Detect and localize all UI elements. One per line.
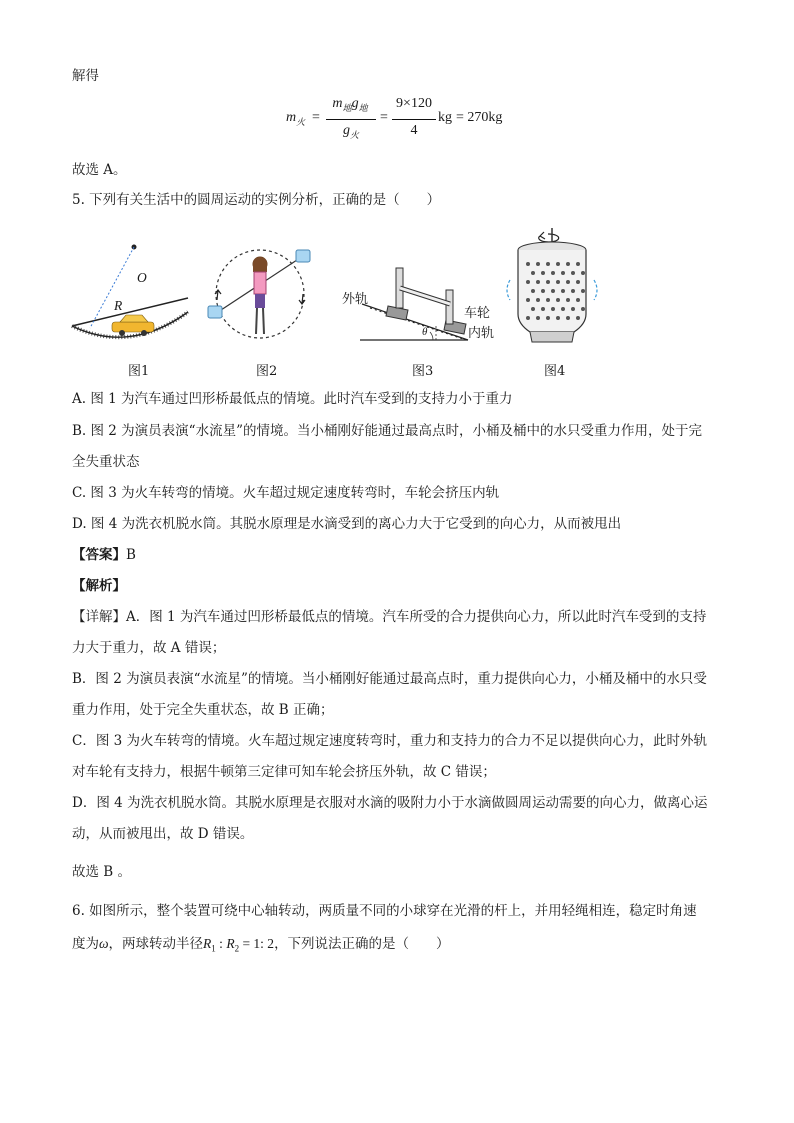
dryer-hole — [556, 280, 560, 284]
q6-line2-pre: 度为 — [72, 936, 99, 952]
dryer-hole — [546, 316, 550, 320]
formula-denominator: $g_火$ — [342, 123, 359, 140]
dryer-hole — [536, 262, 540, 266]
dryer-hole — [541, 271, 545, 275]
dryer-hole — [581, 271, 585, 275]
dryer-hole — [561, 307, 565, 311]
formula-unit: kg — [438, 110, 452, 125]
dryer-hole — [566, 298, 570, 302]
q5-detail-a-line2: 力大于重力，故 A 错误； — [72, 640, 226, 656]
dryer-hole — [541, 289, 545, 293]
fig1-concave-bridge — [72, 245, 188, 338]
detail-a-text: A．图 1 为汽车通过凹形桥最低点的情境。汽车所受的合力提供向心力，所以此时汽车受到的支持 — [126, 609, 707, 625]
q5-option-b-line2: 全失重状态 — [72, 454, 140, 470]
fig4-spin-dryer — [507, 228, 597, 342]
q5-detail-b-line1: B．图 2 为演员表演“水流星”的情境。当小桶刚好能通过最高点时，重力提供向心力，小桶及桶中的水只受 — [72, 671, 707, 687]
formula-numerator: $m_地g_地$ — [332, 96, 368, 113]
q6-line2-post: ，下列说法正确的是（ ） — [274, 936, 450, 952]
dryer-hole — [546, 298, 550, 302]
dryer-hole — [576, 280, 580, 284]
dryer-hole — [571, 271, 575, 275]
dryer-hole — [536, 298, 540, 302]
q5-option-b-line1: B. 图 2 为演员表演“水流星”的情境。当小桶刚好能通过最高点时，小桶及桶中的水只受重力作用，处于完 — [72, 423, 702, 439]
detail-tag: 【详解】 — [72, 609, 126, 625]
q5-option-c: C. 图 3 为火车转弯的情境。火车超过规定速度转弯时，车轮会挤压内轨 — [72, 485, 500, 501]
dryer-hole — [526, 298, 530, 302]
dryer-hole — [576, 298, 580, 302]
fig3-label-outer: 外轨 — [342, 292, 369, 307]
dryer-hole — [551, 307, 555, 311]
fig3-label-inner: 内轨 — [468, 326, 495, 341]
formula-frac-bar-2 — [392, 119, 436, 120]
dryer-hole — [561, 271, 565, 275]
dryer-hole — [531, 271, 535, 275]
dryer-hole — [576, 316, 580, 320]
dryer-hole — [566, 280, 570, 284]
q6-line2 — [72, 934, 450, 959]
q5-detail-c-line2: 对车轮有支持力，根据牛顿第三定律可知车轮会挤压外轨，故 C 错误； — [72, 764, 496, 780]
q5-detail-c-line1: C．图 3 为火车转弯的情境。火车超过规定速度转弯时，重力和支持力的合力不足以提供向心力，此时外轨 — [72, 733, 707, 749]
dryer-hole — [526, 316, 530, 320]
dryer-hole — [581, 307, 585, 311]
fig3-train-turn — [360, 268, 468, 340]
q6-line2-mid: ，两球转动半径 — [108, 936, 204, 952]
fig1-label-r: R — [114, 298, 123, 313]
dryer-hole — [536, 316, 540, 320]
fig3-caption: 图3 — [412, 364, 434, 379]
formula-frac-bar-1 — [326, 119, 376, 120]
dryer-hole — [531, 307, 535, 311]
q5-detail-d-line2: 动，从而被甩出，故 D 错误。 — [72, 826, 254, 842]
dryer-hole — [541, 307, 545, 311]
q5-detail-b-line2: 重力作用，处于完全失重状态，故 B 正确； — [72, 702, 334, 718]
dryer-hole — [566, 316, 570, 320]
fig2-water-meteor — [208, 250, 310, 338]
dryer-hole — [551, 289, 555, 293]
q5-option-d: D. 图 4 为洗衣机脱水筒。其脱水原理是水滴受到的离心力大于它受到的向心力，从而被甩出 — [72, 516, 622, 532]
formula-num2: 9×120 — [396, 96, 432, 111]
solve-text: 解得 — [72, 68, 99, 84]
fig2-caption: 图2 — [256, 364, 278, 379]
q5-conclusion: 故选 B 。 — [72, 864, 132, 880]
dryer-hole — [551, 271, 555, 275]
q6-omega: ω — [99, 936, 109, 951]
formula-eq1: = — [312, 110, 320, 125]
q5-figure-row — [70, 228, 630, 378]
answer-tag: 【答案】 — [72, 547, 126, 563]
fig1-caption: 图1 — [128, 364, 150, 379]
dryer-hole — [556, 298, 560, 302]
fig1-label-o: O — [137, 270, 147, 285]
analysis-tag: 【解析】 — [72, 578, 126, 594]
formula-lhs: $m_火$ — [286, 110, 306, 127]
fig3-label-wheel: 车轮 — [464, 306, 491, 321]
dryer-hole — [526, 280, 530, 284]
fig3-label-theta: θ — [422, 326, 428, 338]
dryer-hole — [581, 289, 585, 293]
q5-option-a: A. 图 1 为汽车通过凹形桥最低点的情境。此时汽车受到的支持力小于重力 — [72, 391, 513, 407]
conclusion-1: 故选 A。 — [72, 162, 127, 178]
dryer-hole — [566, 262, 570, 266]
q5-stem: 5. 下列有关生活中的圆周运动的实例分析，正确的是（ ） — [72, 192, 441, 208]
q5-detail-a-line1 — [72, 607, 706, 627]
fig4-caption: 图4 — [544, 364, 566, 379]
q5-detail-d-line1: D．图 4 为洗衣机脱水筒。其脱水原理是衣服对水滴的吸附力小于水滴做圆周运动需要的向心力，做离心运 — [72, 795, 708, 811]
q5-answer — [72, 545, 136, 565]
formula-eq2: = — [380, 110, 388, 125]
dryer-hole — [571, 289, 575, 293]
dryer-hole — [556, 316, 560, 320]
dryer-hole — [536, 280, 540, 284]
dryer-hole — [526, 262, 530, 266]
dryer-hole — [576, 262, 580, 266]
q5-analysis-tag — [72, 576, 126, 596]
formula-mass-mars — [286, 96, 526, 146]
formula-result: = 270kg — [456, 110, 503, 125]
answer-value: B — [126, 547, 136, 563]
q6-line1: 6. 如图所示，整个装置可绕中心轴转动，两质量不同的小球穿在光滑的杆上，并用轻绳相连，稳定时角速 — [72, 903, 697, 919]
dryer-hole — [546, 280, 550, 284]
dryer-hole — [531, 289, 535, 293]
dryer-hole — [571, 307, 575, 311]
q6-ratio: $R_1$ : $R_2 = 1$: 2 — [203, 936, 275, 954]
formula-den2: 4 — [410, 123, 418, 138]
dryer-hole — [556, 262, 560, 266]
dryer-hole — [546, 262, 550, 266]
dryer-hole — [561, 289, 565, 293]
